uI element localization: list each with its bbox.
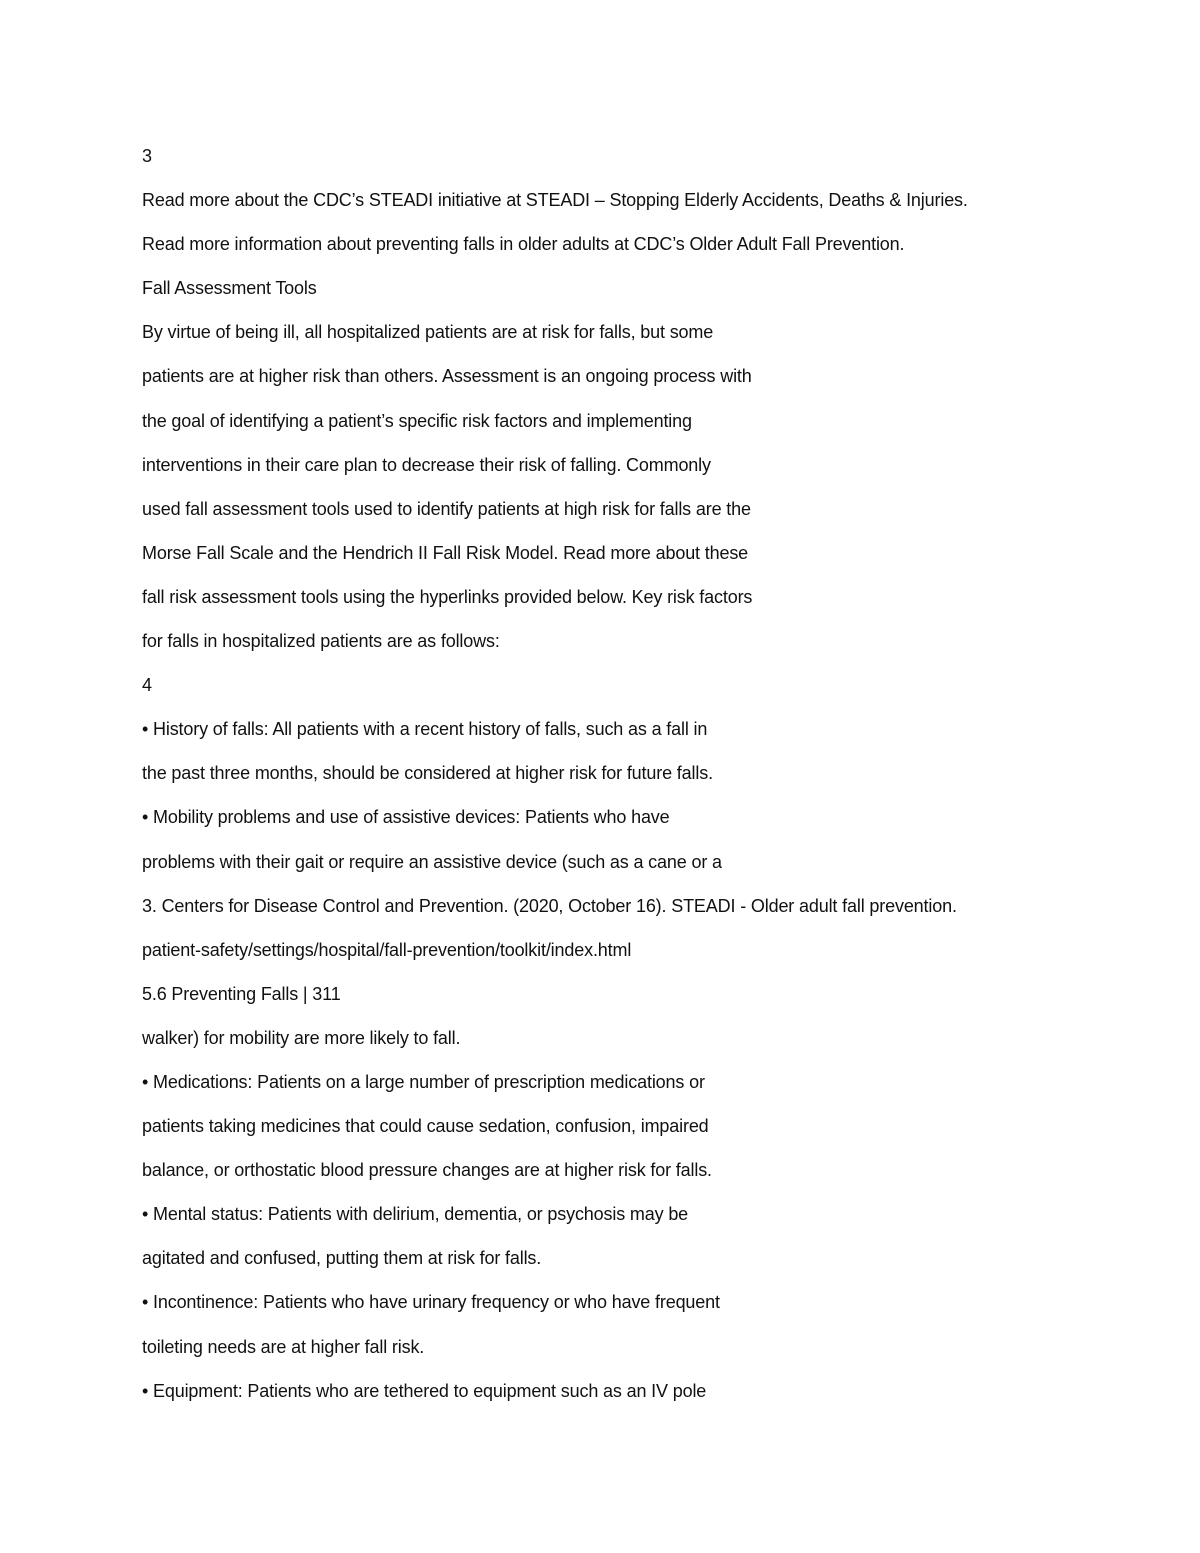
- page-marker: 4: [142, 675, 152, 696]
- text-line: Read more about the CDC’s STEADI initiative at STEADI – Stopping Elderly Accidents, Deaths & Injuries.: [142, 190, 968, 211]
- text-line: problems with their gait or require an assistive device (such as a cane or a: [142, 851, 722, 872]
- text-line: patients taking medicines that could cause sedation, confusion, impaired: [142, 1116, 709, 1137]
- text-line: balance, or orthostatic blood pressure changes are at higher risk for falls.: [142, 1160, 712, 1181]
- page-footer: 5.6 Preventing Falls | 311: [142, 983, 341, 1004]
- text-line: By virtue of being ill, all hospitalized patients are at risk for falls, but some: [142, 322, 714, 343]
- text-line: used fall assessment tools used to identify patients at high risk for falls are the: [142, 498, 751, 519]
- text-line: Morse Fall Scale and the Hendrich II Fall Risk Model. Read more about these: [142, 542, 749, 563]
- bullet-line: • History of falls: All patients with a recent history of falls, such as a fall in: [142, 719, 708, 740]
- text-line: for falls in hospitalized patients are as follows:: [142, 631, 500, 652]
- document-text: [142, 140, 1162, 1419]
- text-line: agitated and confused, putting them at risk for falls.: [142, 1248, 542, 1269]
- text-line: toileting needs are at higher fall risk.: [142, 1336, 425, 1357]
- text-line: walker) for mobility are more likely to fall.: [142, 1027, 461, 1048]
- text-line: patients are at higher risk than others. Assessment is an ongoing process with: [142, 366, 752, 387]
- text-line: fall risk assessment tools using the hyperlinks provided below. Key risk factors: [142, 586, 753, 607]
- text-line: the goal of identifying a patient’s specific risk factors and implementing: [142, 410, 692, 431]
- footnote-line: 3. Centers for Disease Control and Prevention. (2020, October 16). STEADI - Older adult fall prevention.: [142, 895, 957, 916]
- text-line: interventions in their care plan to decrease their risk of falling. Commonly: [142, 454, 711, 475]
- bullet-line: • Mental status: Patients with delirium, dementia, or psychosis may be: [142, 1204, 689, 1225]
- section-heading: Fall Assessment Tools: [142, 278, 317, 299]
- text-line: Read more information about preventing falls in older adults at CDC’s Older Adult Fall Prevention.: [142, 234, 905, 255]
- bullet-line: • Medications: Patients on a large number of prescription medications or: [142, 1071, 705, 1092]
- bullet-line: • Incontinence: Patients who have urinary frequency or who have frequent: [142, 1292, 720, 1313]
- bullet-line: • Equipment: Patients who are tethered to equipment such as an IV pole: [142, 1380, 707, 1401]
- page-marker: 3: [142, 146, 152, 166]
- text-line: the past three months, should be considered at higher risk for future falls.: [142, 763, 713, 784]
- bullet-line: • Mobility problems and use of assistive devices: Patients who have: [142, 807, 670, 828]
- footnote-url: patient-safety/settings/hospital/fall-prevention/toolkit/index.html: [142, 939, 632, 960]
